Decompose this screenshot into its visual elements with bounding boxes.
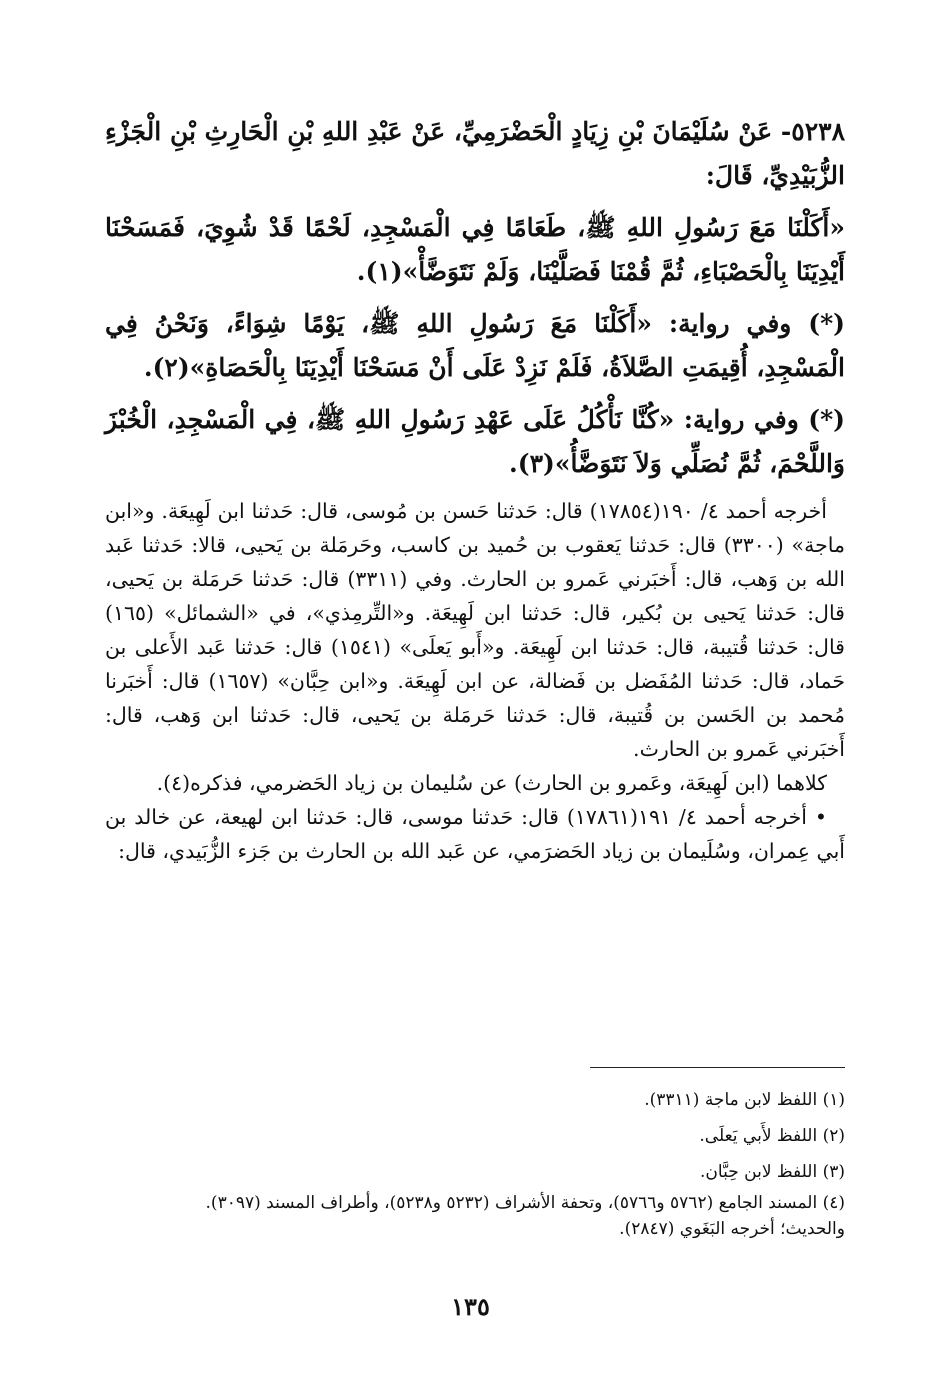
footnote-3: (٣) اللفظ لابن حِبَّان. xyxy=(700,1162,845,1182)
hadith-variant-2: (*) وفي رواية: «كُنَّا نَأْكُلُ عَلَى عَهْدِ رَسُولِ اللهِ ﷺ، فِي الْمَسْجِدِ، الْخُبْزَ وَاللَّحْمَ، ثُمَّ نُصَلِّي وَلاَ نَتَوَضَّأُ»(٣). xyxy=(105,405,845,478)
hadith-text xyxy=(105,110,845,486)
footnote-divider xyxy=(590,1067,845,1068)
takhrij-bullet: • أخرجه أحمد ٤/ ١٩١(١٧٨٦١) قال: حَدثنا موسى، قال: حَدثنا ابن لهيعة، عن خالد بن أَبي عِمران، وسُلَيمان بن زياد الحَضرَمي، عن عَبد الله بن الحارث بن جَزء الزُّبَيدي، قال: xyxy=(105,805,845,863)
footnote-2: (٢) اللفظ لأَبي يَعلَى. xyxy=(699,1126,845,1146)
takhrij-paragraph: أخرجه أحمد ٤/ ١٩٠(١٧٨٥٤) قال: حَدثنا حَسن بن مُوسى، قال: حَدثنا ابن لَهِيعَة. و«ابن ماجة» (٣٣٠٠) قال: حَدثنا يَعقوب بن حُميد بن كاسب، وحَرمَلة بن يَحيى، قالا: حَدثنا عَبد الله بن وَهب، قال: أَخبَرني عَمرو بن الحارث. وفي (٣٣١١) قال: حَدثنا حَرمَلة بن يَحيى، قال: حَدثنا يَحيى بن بُكير، قال: حَدثنا ابن لَهِيعَة. و«التِّرمِذي»، في «الشمائل» (١٦٥) قال: حَدثنا قُتيبة، قال: حَدثنا ابن لَهِيعَة. و«أَبو يَعلَى» (١٥٤١) قال: حَدثنا عَبد الأَعلى بن حَماد، قال: حَدثنا المُفَضل بن فَضالة، عن ابن لَهِيعَة. و«ابن حِبَّان» (١٦٥٧) قال: أَخبَرنا مُحمد بن الحَسن بن قُتيبة، قال: حَدثنا حَرمَلة بن يَحيى، قال: حَدثنا ابن وَهب، قال: أَخبَرني عَمرو بن الحارث. xyxy=(105,499,845,761)
footnote-4: (٤) المسند الجامع (٥٧٦٢ و٥٧٦٦)، وتحفة الأشراف (٥٢٣٢ و٥٢٣٨)، وأطراف المسند (٣٠٩٧). xyxy=(205,1193,845,1213)
footnote-4-continued: والحديث؛ أخرجه البَغَوي (٢٨٤٧). xyxy=(619,1219,845,1239)
hadith-variant-1: (*) وفي رواية: «أَكَلْنَا مَعَ رَسُولِ اللهِ ﷺ، يَوْمًا شِوَاءً، وَنَحْنُ فِي الْمَسْجِدِ، أُقِيمَتِ الصَّلاَةُ، فَلَمْ نَزِدْ عَلَى أَنْ مَسَحْنَا أَيْدِيَنَا بِالْحَصَاةِ»(٢). xyxy=(105,309,845,382)
footnotes xyxy=(105,1082,845,1242)
page-number: ١٣٥ xyxy=(451,1292,490,1321)
hadith-chain: ٥٢٣٨- عَنْ سُلَيْمَانَ بْنِ زِيَادٍ الْحَضْرَمِيِّ، عَنْ عَبْدِ اللهِ بْنِ الْحَارِثِ بْنِ الْجَزْءِ الزُّبَيْدِيِّ، قَالَ: xyxy=(105,117,845,190)
hadith-matn: «أَكَلْنَا مَعَ رَسُولِ اللهِ ﷺ، طَعَامًا فِي الْمَسْجِدِ، لَحْمًا قَدْ شُوِيَ، فَمَسَحْنَا أَيْدِيَنَا بِالْحَصْبَاءِ، ثُمَّ قُمْنَا فَصَلَّيْنَا، وَلَمْ نَتَوَضَّأْ»(١). xyxy=(105,213,845,286)
takhrij-summary: كلاهما (ابن لَهِيعَة، وعَمرو بن الحارث) عن سُليمان بن زياد الحَضرمي، فذكره(٤). xyxy=(156,771,827,795)
page-body xyxy=(105,110,845,868)
footnote-1: (١) اللفظ لابن ماجة (٣٣١١). xyxy=(644,1090,845,1110)
takhrij-section xyxy=(105,494,845,868)
